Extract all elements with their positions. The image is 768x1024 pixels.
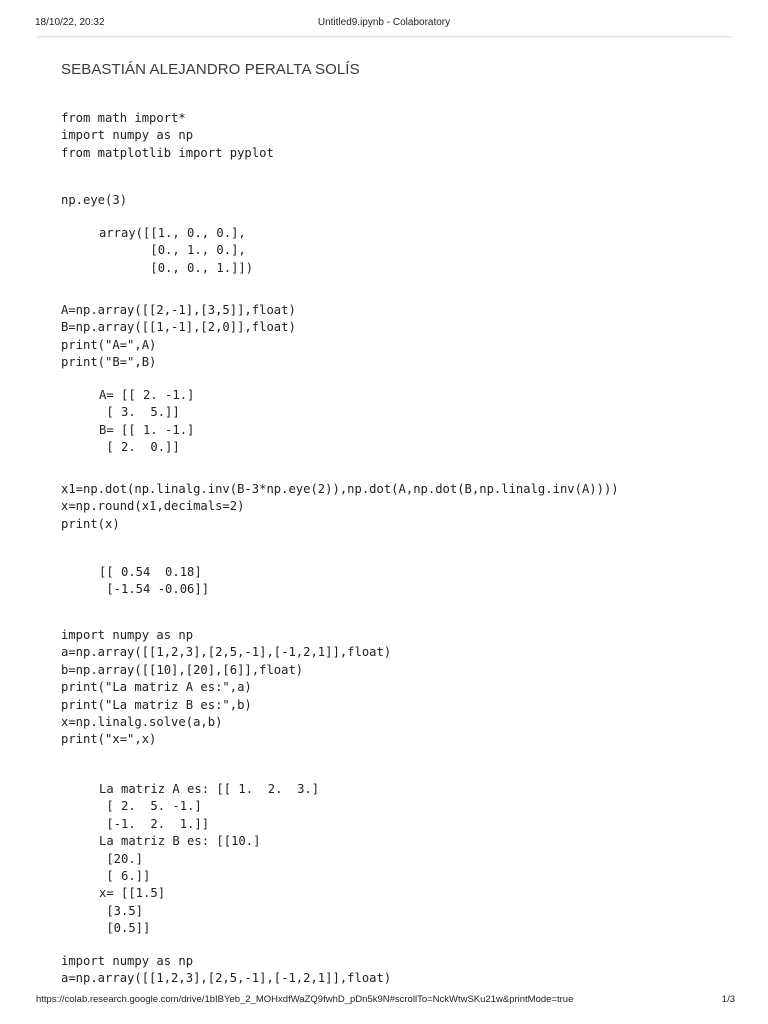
output-line: [3.5] xyxy=(99,903,144,918)
code-line: a=np.array([[1,2,3],[2,5,-1],[-1,2,1]],float) xyxy=(61,645,392,660)
code-line: from matplotlib import pyplot xyxy=(61,145,274,160)
code-line: x=np.round(x1,decimals=2) xyxy=(61,499,245,514)
code-line: print("B=",B) xyxy=(61,355,157,370)
code-cell[interactable] xyxy=(0,192,768,209)
output-line: [ 6.]] xyxy=(99,868,151,883)
code-line: print("x=",x) xyxy=(61,732,157,747)
output-cell xyxy=(0,225,768,277)
output-line: La matriz A es: [[ 1. 2. 3.] xyxy=(99,782,320,796)
output-cell xyxy=(0,564,768,599)
output-line: [[ 0.54 0.18] xyxy=(99,565,202,579)
code-line: A=np.array([[2,-1],[3,5]],float) xyxy=(61,303,296,317)
code-line: from math import* xyxy=(61,111,186,125)
output-line: [0., 0., 1.]]) xyxy=(99,260,254,275)
output-line: [20.] xyxy=(99,851,144,866)
code-line: import numpy as np xyxy=(61,628,194,642)
output-line: [0., 1., 0.], xyxy=(99,243,246,258)
page-url: https://colab.research.google.com/drive/1bIBYeb_2_MOHxdfWaZQ9fwhD_pDn5k9N#scrollTo=NckWtwSKu21w&printMode=true xyxy=(36,994,574,1005)
code-cell[interactable] xyxy=(0,481,768,533)
header-divider xyxy=(37,36,732,37)
code-line: print(x) xyxy=(61,516,120,531)
notebook-heading: SEBASTIÁN ALEJANDRO PERALTA SOLÍS xyxy=(61,61,360,78)
output-line: [-1.54 -0.06]] xyxy=(99,582,210,597)
output-line: B= [[ 1. -1.] xyxy=(99,422,195,437)
code-line: import numpy as np xyxy=(61,128,194,143)
code-cell[interactable] xyxy=(0,953,768,988)
code-line: print("La matriz A es:",a) xyxy=(61,680,252,695)
output-line: [0.5]] xyxy=(99,921,151,936)
output-line: A= [[ 2. -1.] xyxy=(99,388,195,402)
output-line: array([[1., 0., 0.], xyxy=(99,226,246,240)
code-cell[interactable] xyxy=(0,110,768,162)
code-cell[interactable] xyxy=(0,627,768,749)
code-line: print("A=",A) xyxy=(61,337,157,352)
output-line: La matriz B es: [[10.] xyxy=(99,834,261,849)
output-line: [ 2. 5. -1.] xyxy=(99,799,202,814)
code-line: a=np.array([[1,2,3],[2,5,-1],[-1,2,1]],float) xyxy=(61,971,392,986)
code-line: b=np.array([[10],[20],[6]],float) xyxy=(61,662,304,677)
output-line: [ 3. 5.]] xyxy=(99,405,180,420)
output-line: [ 2. 0.]] xyxy=(99,440,180,455)
code-line: B=np.array([[1,-1],[2,0]],float) xyxy=(61,320,296,335)
output-cell xyxy=(0,387,768,457)
print-date: 18/10/22, 20:32 xyxy=(35,17,105,28)
code-line: import numpy as np xyxy=(61,954,194,968)
output-cell xyxy=(0,781,768,938)
print-header xyxy=(0,17,768,31)
print-footer xyxy=(0,994,768,1008)
code-line: print("La matriz B es:",b) xyxy=(61,697,252,712)
output-line: [-1. 2. 1.]] xyxy=(99,816,210,831)
output-line: x= [[1.5] xyxy=(99,886,166,901)
document-title: Untitled9.ipynb - Colaboratory xyxy=(317,17,451,28)
code-line: np.eye(3) xyxy=(61,193,128,207)
page-number: 1/3 xyxy=(721,994,735,1005)
code-line: x1=np.dot(np.linalg.inv(B-3*np.eye(2)),np.dot(A,np.dot(B,np.linalg.inv(A)))) xyxy=(61,482,619,496)
code-cell[interactable] xyxy=(0,302,768,372)
code-line: x=np.linalg.solve(a,b) xyxy=(61,714,223,729)
